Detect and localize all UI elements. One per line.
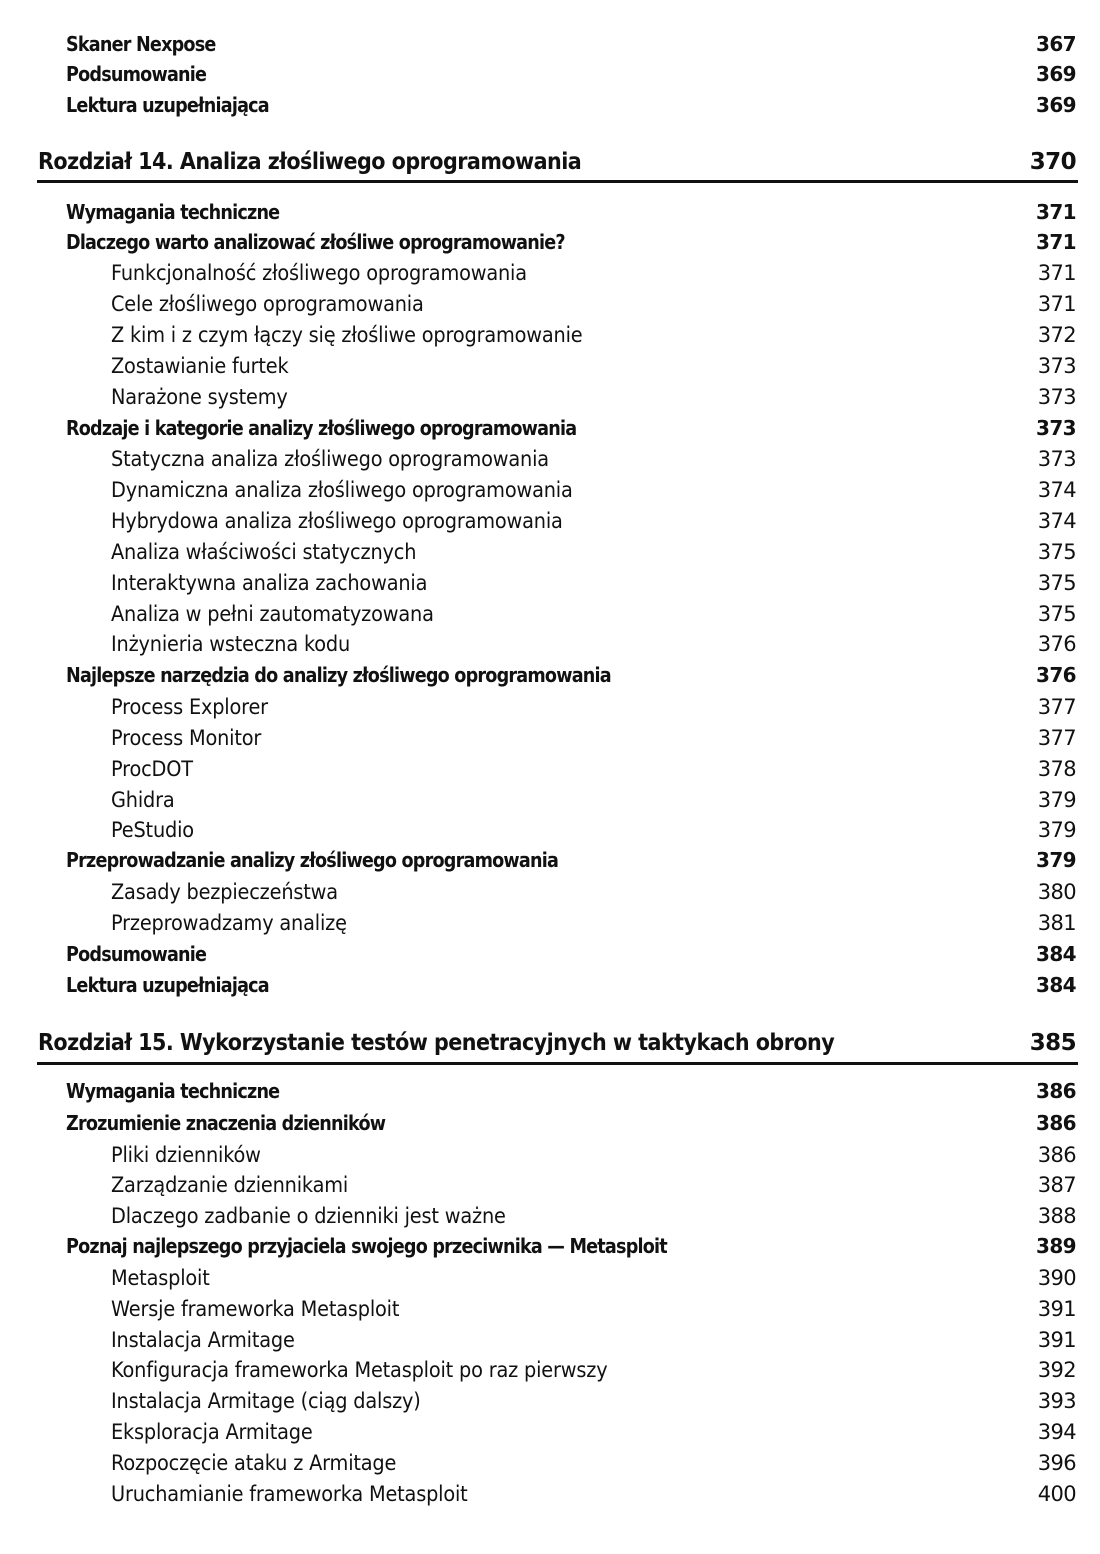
toc-entry: [0, 568, 1100, 598]
toc-entry: [0, 599, 1100, 629]
toc-entry-page: 371: [1037, 261, 1076, 285]
toc-entry: [0, 723, 1100, 753]
toc-entry-title: Wymagania techniczne: [66, 200, 280, 224]
toc-entry-title: Zrozumienie znaczenia dzienników: [66, 1111, 386, 1135]
toc-entry-page: 369: [1036, 93, 1076, 117]
toc-entry-page: 371: [1037, 292, 1076, 316]
toc-entry-page: 375: [1037, 571, 1076, 595]
toc-entry-page: 379: [1037, 788, 1076, 812]
toc-entry-title: Process Monitor: [111, 726, 262, 750]
toc-entry-page: 388: [1037, 1204, 1076, 1228]
toc-entry: [0, 59, 1100, 89]
toc-entry-title: Lektura uzupełniająca: [66, 973, 269, 997]
toc-entry-page: 394: [1037, 1420, 1076, 1444]
toc-entry-page: 386: [1036, 1079, 1076, 1103]
toc-entry-page: 372: [1037, 323, 1076, 347]
chapter-heading: [0, 1025, 1100, 1065]
toc-entry: [0, 1263, 1100, 1293]
toc-entry-title: Hybrydowa analiza złośliwego oprogramowania: [111, 509, 563, 533]
chapter-title: Rozdział 14. Analiza złośliwego oprogramowania: [38, 149, 582, 175]
toc-entry-title: PeStudio: [111, 818, 194, 842]
toc-entry-title: Podsumowanie: [66, 62, 207, 86]
toc-entry-title: Analiza w pełni zautomatyzowana: [111, 602, 434, 626]
toc-entry-page: 373: [1037, 447, 1076, 471]
toc-entry-page: 373: [1037, 385, 1076, 409]
toc-entry: [0, 1325, 1100, 1355]
toc-entry-title: Wersje frameworka Metasploit: [111, 1297, 400, 1321]
toc-entry: [0, 877, 1100, 907]
toc-entry-title: Ghidra: [111, 788, 175, 812]
toc-entry-page: 377: [1037, 726, 1076, 750]
toc-entry: [0, 815, 1100, 845]
toc-entry-page: 376: [1036, 663, 1076, 687]
toc-entry: [0, 1479, 1100, 1509]
toc-entry-title: Z kim i z czym łączy się złośliwe oprogramowanie: [111, 323, 583, 347]
toc-entry-title: Rodzaje i kategorie analizy złośliwego oprogramowania: [66, 416, 577, 440]
toc-entry-page: 393: [1037, 1389, 1076, 1413]
toc-entry: [0, 660, 1100, 690]
toc-entry: [0, 382, 1100, 412]
toc-entry-title: Przeprowadzamy analizę: [111, 911, 347, 935]
toc-entry-page: 384: [1036, 973, 1076, 997]
toc-entry-page: 396: [1037, 1451, 1076, 1475]
toc-entry: [0, 939, 1100, 969]
toc-entry-page: 386: [1037, 1143, 1076, 1167]
toc-entry-title: Uruchamianie frameworka Metasploit: [111, 1482, 468, 1506]
toc-entry-page: 369: [1036, 62, 1076, 86]
toc-entry-page: 392: [1037, 1358, 1076, 1382]
chapter-divider: [37, 180, 1078, 183]
toc-entry-page: 389: [1036, 1234, 1076, 1258]
toc-entry-page: 384: [1036, 942, 1076, 966]
toc-entry-page: 391: [1037, 1297, 1076, 1321]
toc-entry: [0, 629, 1100, 659]
toc-entry-title: Instalacja Armitage: [111, 1328, 295, 1352]
toc-entry-title: Dlaczego warto analizować złośliwe oprogramowanie?: [66, 230, 565, 254]
chapter-title: Rozdział 15. Wykorzystanie testów penetracyjnych w taktykach obrony: [38, 1030, 835, 1056]
toc-entry-page: 373: [1036, 416, 1076, 440]
toc-entry-title: Narażone systemy: [111, 385, 288, 409]
toc-entry-title: Dynamiczna analiza złośliwego oprogramowania: [111, 478, 573, 502]
toc-entry-page: 367: [1036, 32, 1076, 56]
toc-entry-title: Zostawianie furtek: [111, 354, 289, 378]
toc-entry: [0, 506, 1100, 536]
toc-entry-title: Poznaj najlepszego przyjaciela swojego przeciwnika — Metasploit: [66, 1234, 667, 1258]
toc-entry-page: 391: [1037, 1328, 1076, 1352]
toc-entry-title: Podsumowanie: [66, 942, 207, 966]
toc-entry-title: Statyczna analiza złośliwego oprogramowania: [111, 447, 549, 471]
toc-entry-title: Pliki dzienników: [111, 1143, 261, 1167]
toc-entry-title: Najlepsze narzędzia do analizy złośliwego oprogramowania: [66, 663, 611, 687]
toc-entry-page: 376: [1037, 632, 1076, 656]
toc-entry: [0, 413, 1100, 443]
toc-entry: [0, 845, 1100, 875]
toc-entry-title: Wymagania techniczne: [66, 1079, 280, 1103]
toc-entry: [0, 754, 1100, 784]
toc-entry-page: 387: [1037, 1173, 1076, 1197]
toc-entry: [0, 1170, 1100, 1200]
toc-entry: [0, 1417, 1100, 1447]
toc-entry: [0, 785, 1100, 815]
toc-entry: [0, 970, 1100, 1000]
toc-entry: [0, 289, 1100, 319]
toc-entry: [0, 692, 1100, 722]
toc-entry-title: Inżynieria wsteczna kodu: [111, 632, 351, 656]
toc-entry: [0, 1448, 1100, 1478]
toc-entry: [0, 908, 1100, 938]
toc-entry: [0, 1294, 1100, 1324]
toc-entry-title: Eksploracja Armitage: [111, 1420, 313, 1444]
toc-entry: [0, 351, 1100, 381]
toc-entry-page: 377: [1037, 695, 1076, 719]
toc-entry-page: 374: [1037, 478, 1076, 502]
toc-entry-page: 381: [1037, 911, 1076, 935]
toc-entry-page: 390: [1037, 1266, 1076, 1290]
toc-entry-page: 400: [1037, 1482, 1076, 1506]
toc-entry: [0, 29, 1100, 59]
toc-entry-title: Lektura uzupełniająca: [66, 93, 269, 117]
toc-entry: [0, 1355, 1100, 1385]
toc-entry-title: Konfiguracja frameworka Metasploit po raz pierwszy: [111, 1358, 608, 1382]
toc-entry-page: 386: [1036, 1111, 1076, 1135]
toc-entry-page: 378: [1037, 757, 1076, 781]
toc-entry: [0, 444, 1100, 474]
toc-entry-title: Dlaczego zadbanie o dzienniki jest ważne: [111, 1204, 506, 1228]
toc-entry: [0, 320, 1100, 350]
toc-entry-page: 374: [1037, 509, 1076, 533]
toc-entry-title: Analiza właściwości statycznych: [111, 540, 417, 564]
toc-entry-page: 380: [1037, 880, 1076, 904]
chapter-heading: [0, 144, 1100, 184]
toc-entry: [0, 90, 1100, 120]
toc-entry: [0, 197, 1100, 227]
toc-entry: [0, 1231, 1100, 1261]
toc-entry: [0, 1108, 1100, 1138]
toc-entry-page: 371: [1036, 230, 1076, 254]
toc-entry: [0, 537, 1100, 567]
toc-entry: [0, 1201, 1100, 1231]
toc-entry-title: Metasploit: [111, 1266, 210, 1290]
toc-entry: [0, 227, 1100, 257]
toc-entry: [0, 1386, 1100, 1416]
toc-entry: [0, 1076, 1100, 1106]
toc-entry-title: ProcDOT: [111, 757, 193, 781]
toc-entry-title: Zarządzanie dziennikami: [111, 1173, 349, 1197]
toc-entry: [0, 475, 1100, 505]
chapter-divider: [37, 1062, 1078, 1065]
toc-entry-page: 379: [1037, 818, 1076, 842]
toc-entry-page: 375: [1037, 602, 1076, 626]
toc-entry: [0, 1140, 1100, 1170]
chapter-page: 370: [1029, 149, 1076, 175]
toc-entry-title: Instalacja Armitage (ciąg dalszy): [111, 1389, 421, 1413]
toc-entry-title: Process Explorer: [111, 695, 268, 719]
toc-entry-page: 371: [1036, 200, 1076, 224]
toc-entry-page: 375: [1037, 540, 1076, 564]
toc-entry-page: 379: [1036, 848, 1076, 872]
toc-entry-title: Interaktywna analiza zachowania: [111, 571, 428, 595]
chapter-page: 385: [1029, 1030, 1076, 1056]
toc-entry: [0, 258, 1100, 288]
toc-entry-title: Rozpoczęcie ataku z Armitage: [111, 1451, 397, 1475]
toc-entry-title: Zasady bezpieczeństwa: [111, 880, 338, 904]
toc-entry-title: Skaner Nexpose: [66, 32, 216, 56]
toc-entry-page: 373: [1037, 354, 1076, 378]
toc-entry-title: Przeprowadzanie analizy złośliwego oprogramowania: [66, 848, 559, 872]
toc-entry-title: Cele złośliwego oprogramowania: [111, 292, 424, 316]
toc-entry-title: Funkcjonalność złośliwego oprogramowania: [111, 261, 527, 285]
